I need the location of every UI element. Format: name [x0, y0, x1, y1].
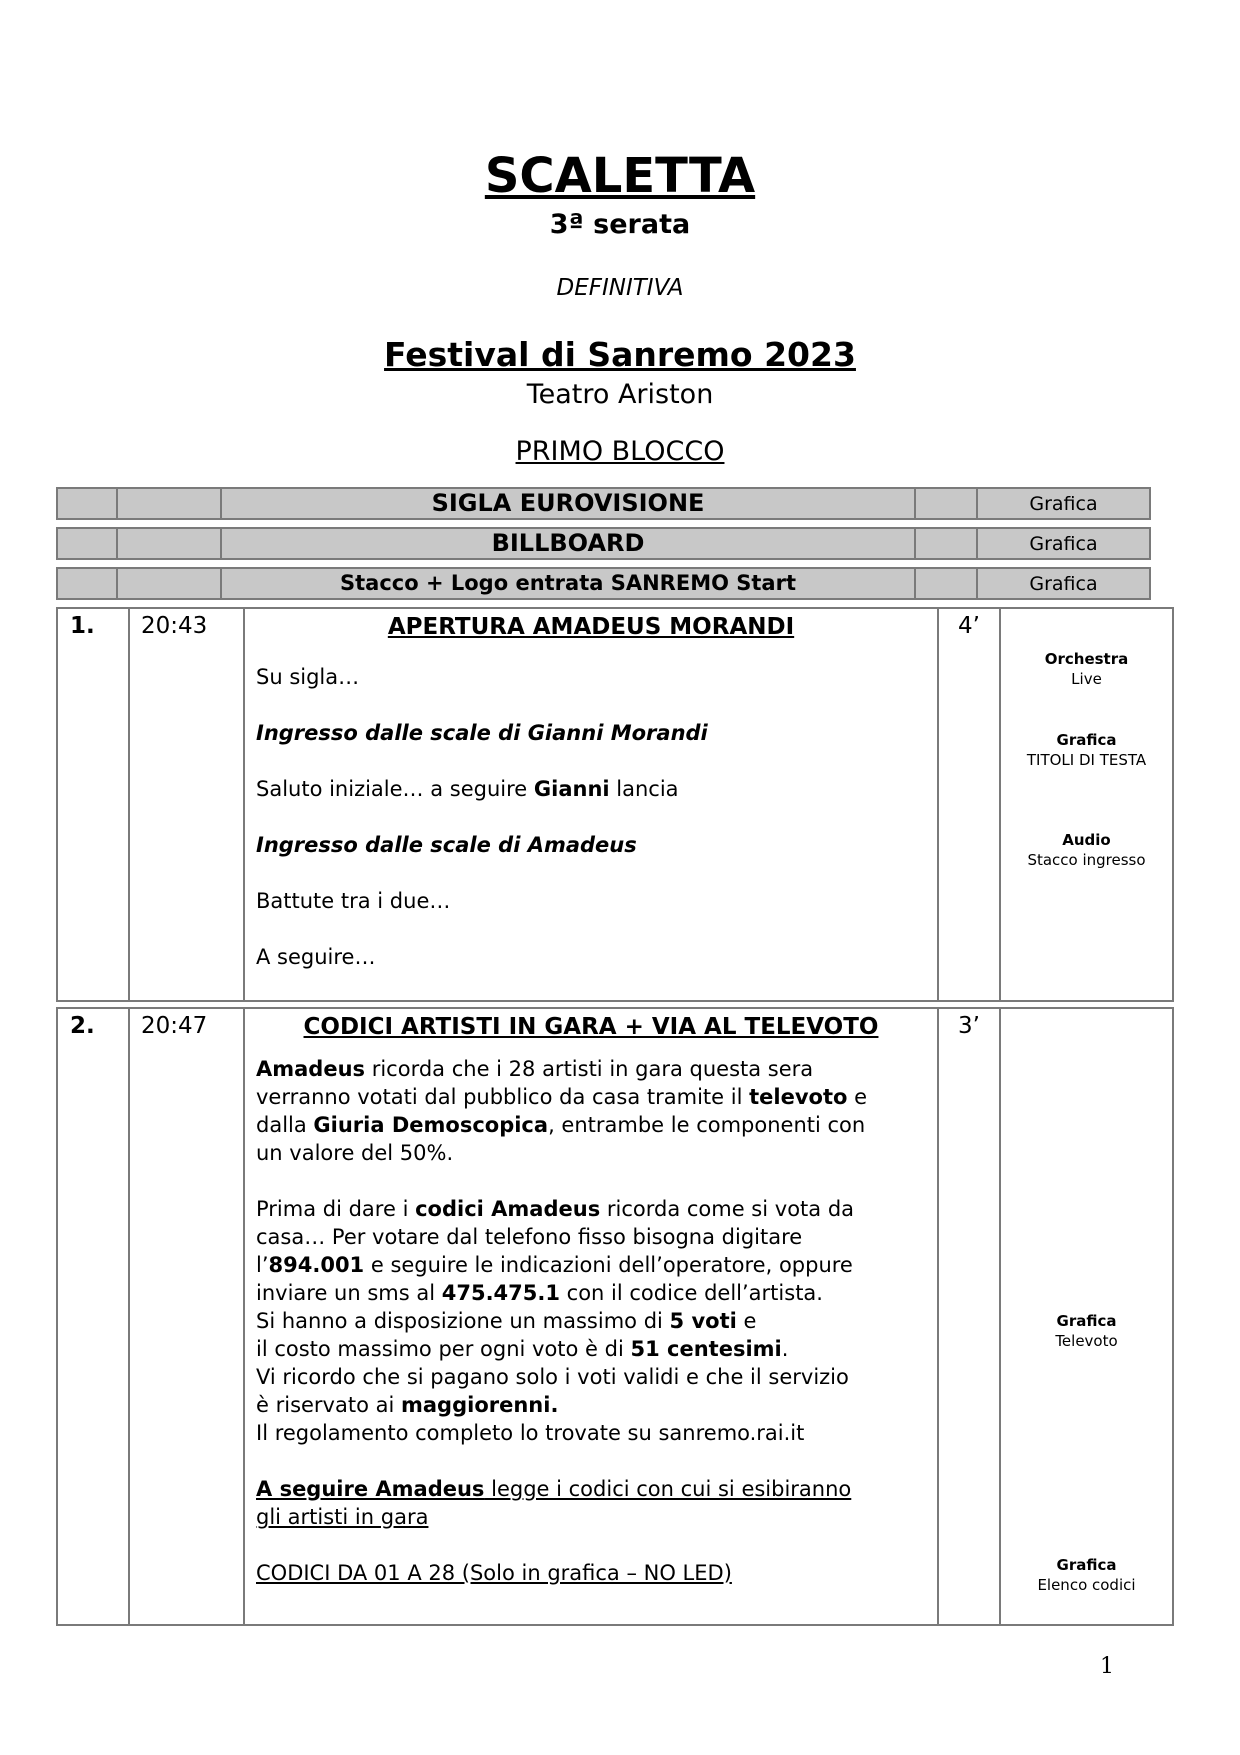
- segment-1: [56, 607, 1174, 1002]
- segment-title: CODICI ARTISTI IN GARA + VIA AL TELEVOTO: [303, 1014, 879, 1040]
- segment-time: 20:43: [129, 608, 244, 1001]
- body-line: Vi ricordo che si pagano solo i voti validi e che il servizio: [256, 1365, 849, 1389]
- gray-row-title: Stacco + Logo entrata SANREMO Start: [221, 568, 915, 599]
- segment-notes: [1000, 1008, 1173, 1625]
- document-status: DEFINITIVA: [556, 275, 684, 301]
- body-line: gli artisti in gara: [256, 1505, 429, 1529]
- body-line: A seguire Amadeus legge i codici con cui si esibiranno: [256, 1477, 852, 1501]
- segment-time: 20:47: [129, 1008, 244, 1625]
- body-line: Saluto iniziale… a seguire Gianni lancia: [256, 777, 679, 801]
- body-line: Amadeus ricorda che i 28 artisti in gara questa sera: [256, 1057, 814, 1081]
- production-note: Grafica TITOLI DI TESTA: [1026, 731, 1147, 769]
- body-line: inviare un sms al 475.475.1 con il codice dell’artista.: [256, 1281, 823, 1305]
- body-line: un valore del 50%.: [256, 1141, 454, 1165]
- production-note: Grafica Elenco codici: [1037, 1556, 1136, 1594]
- body-line: Si hanno a disposizione un massimo di 5 voti e: [256, 1309, 757, 1333]
- evening-subtitle: 3ª serata: [549, 209, 691, 240]
- gray-row-sigla: [56, 487, 1151, 520]
- segment-number: 1.: [57, 608, 129, 1001]
- body-line: A seguire…: [256, 945, 376, 969]
- body-line: verranno votati dal pubblico da casa tramite il televoto e: [256, 1085, 868, 1109]
- body-line: casa… Per votare dal telefono fisso bisogna digitare: [256, 1225, 803, 1249]
- segment-2: [56, 1007, 1174, 1626]
- segment-body: [245, 1055, 937, 1587]
- body-line: l’894.001 e seguire le indicazioni dell’operatore, oppure: [256, 1253, 853, 1277]
- production-note: Grafica Televoto: [1055, 1312, 1118, 1350]
- body-line: Prima di dare i codici Amadeus ricorda come si vota da: [256, 1197, 855, 1221]
- body-line: Su sigla…: [256, 665, 360, 689]
- gray-row-billboard: [56, 527, 1151, 560]
- gray-row-side: Grafica: [977, 528, 1150, 559]
- segment-notes: [1000, 608, 1173, 1001]
- gray-row-side: Grafica: [977, 568, 1150, 599]
- venue-name: Teatro Ariston: [526, 379, 714, 410]
- document-title: SCALETTA: [484, 148, 756, 204]
- body-line: Ingresso dalle scale di Amadeus: [256, 833, 637, 857]
- body-line: Battute tra i due…: [256, 889, 451, 913]
- block-title: PRIMO BLOCCO: [515, 436, 725, 467]
- body-line: il costo massimo per ogni voto è di 51 centesimi.: [256, 1337, 789, 1361]
- body-line: Ingresso dalle scale di Gianni Morandi: [256, 721, 708, 745]
- gray-row-title: SIGLA EUROVISIONE: [221, 488, 915, 519]
- body-line: dalla Giuria Demoscopica, entrambe le componenti con: [256, 1113, 866, 1137]
- body-line: CODICI DA 01 A 28 (Solo in grafica – NO LED): [256, 1561, 732, 1585]
- body-line: è riservato ai maggiorenni.: [256, 1393, 559, 1417]
- segment-duration: 3’: [938, 1008, 1000, 1625]
- segment-body: [245, 663, 937, 971]
- gray-row-title: BILLBOARD: [221, 528, 915, 559]
- segment-title: APERTURA AMADEUS MORANDI: [387, 614, 795, 640]
- production-note: Audio Stacco ingresso: [1027, 831, 1146, 869]
- page-number: 1: [1100, 1654, 1114, 1679]
- gray-row-stacco: [56, 567, 1151, 600]
- body-line: Il regolamento completo lo trovate su sanremo.rai.it: [256, 1421, 805, 1445]
- gray-row-side: Grafica: [977, 488, 1150, 519]
- festival-title: Festival di Sanremo 2023: [384, 335, 856, 374]
- segment-duration: 4’: [938, 608, 1000, 1001]
- segment-number: 2.: [57, 1008, 129, 1625]
- production-note: Orchestra Live: [1044, 650, 1129, 688]
